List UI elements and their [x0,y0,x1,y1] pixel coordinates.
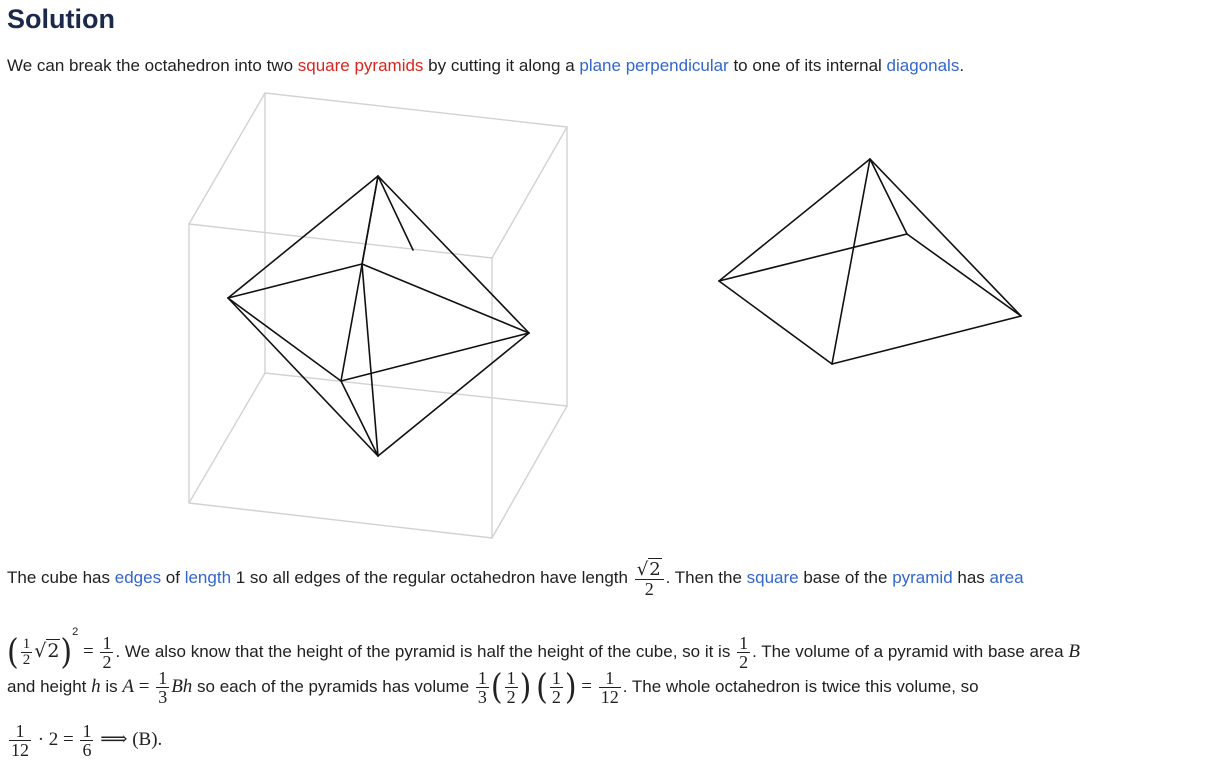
intro-text-4: . [959,56,965,75]
answer-choice: (B). [132,729,163,750]
square-link[interactable]: square [746,568,799,587]
base-area-symbol: B [1068,641,1080,662]
half-fraction: $\frac{1}{2}$ [22,636,31,669]
intro-text-1: We can break the octahedron into two [7,56,298,75]
intro-text-3: to one of its internal [728,56,887,75]
octahedron-in-cube-figure [180,86,580,546]
volume-half-fraction-2: $\frac{1}{2}$ [551,668,561,708]
p1-text-4: . Then the [665,568,747,587]
paragraph-line-4 [7,712,162,768]
one-twelfth-fraction: $\frac{1}{12}$ [600,668,619,708]
implies-arrow: ⟹ [100,729,128,750]
diagonals-link[interactable]: diagonals [886,56,960,75]
final-twelfth-fraction: $\frac{1}{12}$ [11,721,29,761]
square-pyramid-figure [710,150,1030,370]
sqrt-two: √2 [34,640,60,662]
paragraph-line-3: and height h is A = $\frac{1}{3}$ Bh so each of the pyramids has volume $\frac{1}{3}$ ( $\frac{1}{2}$ ) ( $\frac{1}{2}$ ) = $\frac{1}{12}$ . The whole octahedron is twice this volume, so [7,666,979,708]
p1-text-6: has [952,568,990,587]
p1-text-2: of [161,568,185,587]
volume-third-fraction: $\frac{1}{3}$ [477,668,487,708]
one-third-fraction: $\frac{1}{3}$ [158,668,168,708]
area-result-fraction: $\frac{1}{2}$ [102,633,112,673]
equals-sign: = [83,641,94,662]
p1-text-3: 1 so all edges of the regular octahedron have length [231,568,628,587]
volume-symbol: A [122,676,134,697]
p3-text-4: . The whole octahedron is twice this volume, so [622,677,979,696]
intro-text-2: by cutting it along a [423,56,580,75]
height-symbol: h [91,676,101,697]
intro-paragraph [7,56,964,76]
p3-text-1: and height [7,677,87,696]
edges-link[interactable]: edges [114,568,162,587]
volume-half-fraction-1: $\frac{1}{2}$ [506,668,516,708]
length-link[interactable]: length [184,568,232,587]
p3-text-3: so each of the pyramids has volume [197,677,470,696]
pyramid-edges [719,159,1021,364]
pyramid-link[interactable]: pyramid [892,568,953,587]
p3-text-2: is [105,677,118,696]
one-sixth-fraction: $\frac{1}{6}$ [82,721,92,761]
p1-text-1: The cube has [7,568,115,587]
height-fraction: $\frac{1}{2}$ [739,633,749,673]
sqrt2-over-2-fraction: $\frac{√2}{2}$ [635,560,664,598]
equals-sign: = [138,676,150,697]
solution-heading: Solution [7,4,115,34]
p1-text-5: base of the [798,568,893,587]
equals-sign: = [63,729,74,750]
octahedron-edges [228,176,529,456]
paragraph-line-1 [7,550,1024,606]
plane-perpendicular-link[interactable]: plane perpendicular [579,56,729,75]
squared-exponent: 2 [72,626,79,638]
bh-symbol: Bh [171,676,193,697]
equals-sign: = [581,676,592,697]
area-link[interactable]: area [989,568,1024,587]
p2-text-2: . The volume of a pyramid with base area [752,642,1064,661]
square-pyramids-link[interactable]: square pyramids [297,56,424,75]
multiply-dot: · [37,729,45,750]
p2-text-1: . We also know that the height of the pyramid is half the height of the cube, so it is [115,642,731,661]
factor-two: 2 [48,729,59,750]
paragraph-line-2: ( $\frac{1}{2}$ √2)$^2$ = $\frac{1}{2}$ . We also know that the height of the pyramid is half the height of the cube, so it is $\frac{1}{2}$ . The volume of a pyramid with base area B [7,626,1080,673]
